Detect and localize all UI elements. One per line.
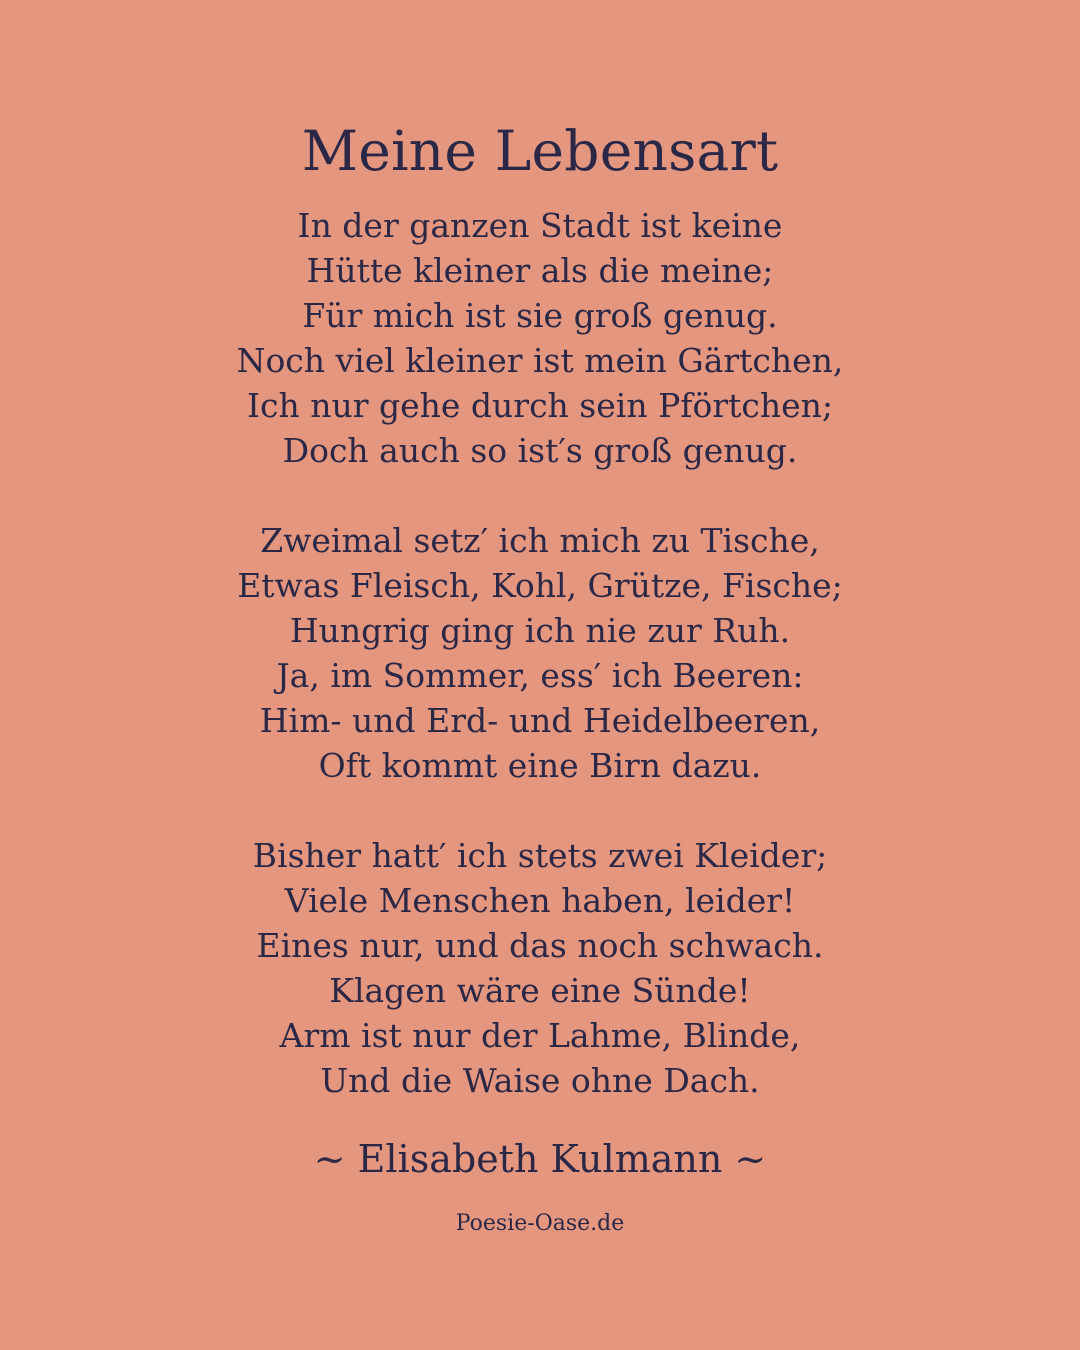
author-signature: ~ Elisabeth Kulmann ~ — [313, 1137, 767, 1181]
poem-line: Zweimal setz′ ich mich zu Tische, — [260, 521, 820, 560]
poem-line: Noch viel kleiner ist mein Gärtchen, — [236, 341, 844, 380]
poem-line: Hütte kleiner als die meine; — [306, 251, 774, 290]
poem-line: Ja, im Sommer, ess′ ich Beeren: — [276, 656, 804, 695]
poem-line: Bisher hatt′ ich stets zwei Kleider; — [252, 836, 828, 875]
poem-line: Hungrig ging ich nie zur Ruh. — [289, 611, 791, 650]
poem-line: Doch auch so ist′s groß genug. — [282, 431, 798, 470]
poem-line: Viele Menschen haben, leider! — [284, 881, 796, 920]
site-footer: Poesie-Oase.de — [455, 1211, 625, 1236]
poem-line: Him- und Erd- und Heidelbeeren, — [259, 701, 821, 740]
stanza-1 — [0, 203, 1080, 473]
stanza-3 — [0, 833, 1080, 1103]
poem-line: Klagen wäre eine Sünde! — [329, 971, 751, 1010]
stanza-2 — [0, 518, 1080, 788]
poem-line: Eines nur, und das noch schwach. — [256, 926, 824, 965]
poem-line: In der ganzen Stadt ist keine — [297, 206, 783, 245]
poem-line: Ich nur gehe durch sein Pförtchen; — [246, 386, 834, 425]
poem-line: Für mich ist sie groß genug. — [302, 296, 778, 335]
poem-line: Etwas Fleisch, Kohl, Grütze, Fische; — [237, 566, 843, 605]
poem-line: Arm ist nur der Lahme, Blinde, — [279, 1016, 801, 1055]
poem-body — [0, 203, 1080, 1148]
poem-line: Und die Waise ohne Dach. — [320, 1061, 760, 1100]
poem-line: Oft kommt eine Birn dazu. — [318, 746, 762, 785]
poem-title: Meine Lebensart — [301, 119, 779, 183]
